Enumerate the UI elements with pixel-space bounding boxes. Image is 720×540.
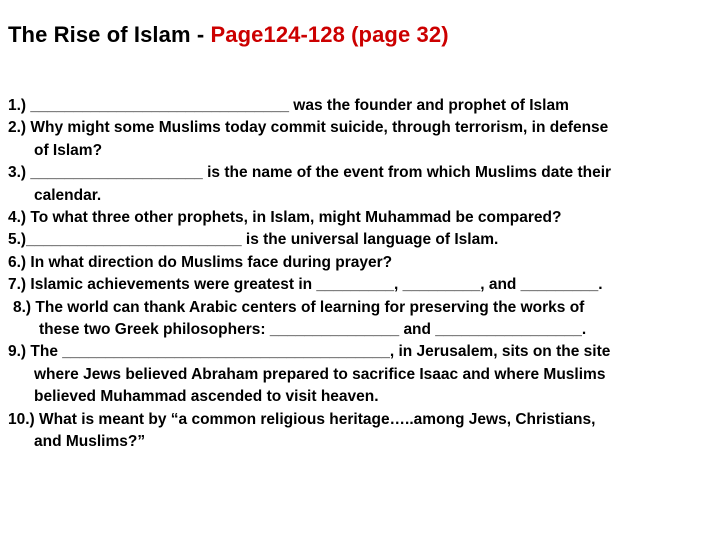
question-1 bbox=[8, 95, 714, 117]
question-3 bbox=[8, 162, 714, 207]
question-7 bbox=[8, 274, 714, 296]
question-line: calendar. bbox=[34, 186, 102, 204]
question-line: 1.) ______________________________ was the founder and prophet of Islam bbox=[8, 97, 569, 114]
question-10 bbox=[8, 409, 714, 454]
question-line: 4.) To what three other prophets, in Islam, might Muhammad be compared? bbox=[8, 209, 562, 227]
question-line: 10.) What is meant by “a common religious heritage…..among Jews, Christians, bbox=[8, 410, 596, 428]
question-line: and Muslims?” bbox=[34, 433, 146, 451]
question-line: believed Muhammad ascended to visit heaven. bbox=[34, 388, 379, 406]
title-page-reference: Page124-128 (page 32) bbox=[210, 22, 449, 47]
question-line: of Islam? bbox=[34, 141, 103, 159]
question-5 bbox=[8, 229, 714, 251]
question-line: 9.) The ______________________________________, in Jerusalem, sits on the site bbox=[8, 343, 611, 361]
question-line: 6.) In what direction do Muslims face during prayer? bbox=[8, 253, 393, 271]
question-line: 8.) The world can thank Arabic centers of learning for preserving the works of bbox=[13, 298, 585, 316]
question-line: 2.) Why might some Muslims today commit suicide, through terrorism, in defense bbox=[8, 119, 609, 137]
question-line: 7.) Islamic achievements were greatest in _________, _________, and _________. bbox=[8, 276, 603, 294]
question-line: 5.)_________________________ is the universal language of Islam. bbox=[8, 231, 499, 249]
question-line: these two Greek philosophers: _______________ and _________________. bbox=[39, 321, 587, 339]
question-6 bbox=[8, 252, 714, 274]
question-4 bbox=[8, 207, 714, 229]
question-line: 3.) ____________________ is the name of the event from which Muslims date their bbox=[8, 164, 612, 182]
question-9 bbox=[8, 341, 714, 408]
question-2 bbox=[8, 117, 714, 162]
question-line: where Jews believed Abraham prepared to sacrifice Isaac and where Muslims bbox=[34, 365, 606, 383]
question-8 bbox=[8, 297, 714, 342]
title-main: The Rise of Islam - bbox=[8, 22, 211, 47]
question-list bbox=[8, 95, 714, 454]
page-title bbox=[8, 22, 449, 48]
